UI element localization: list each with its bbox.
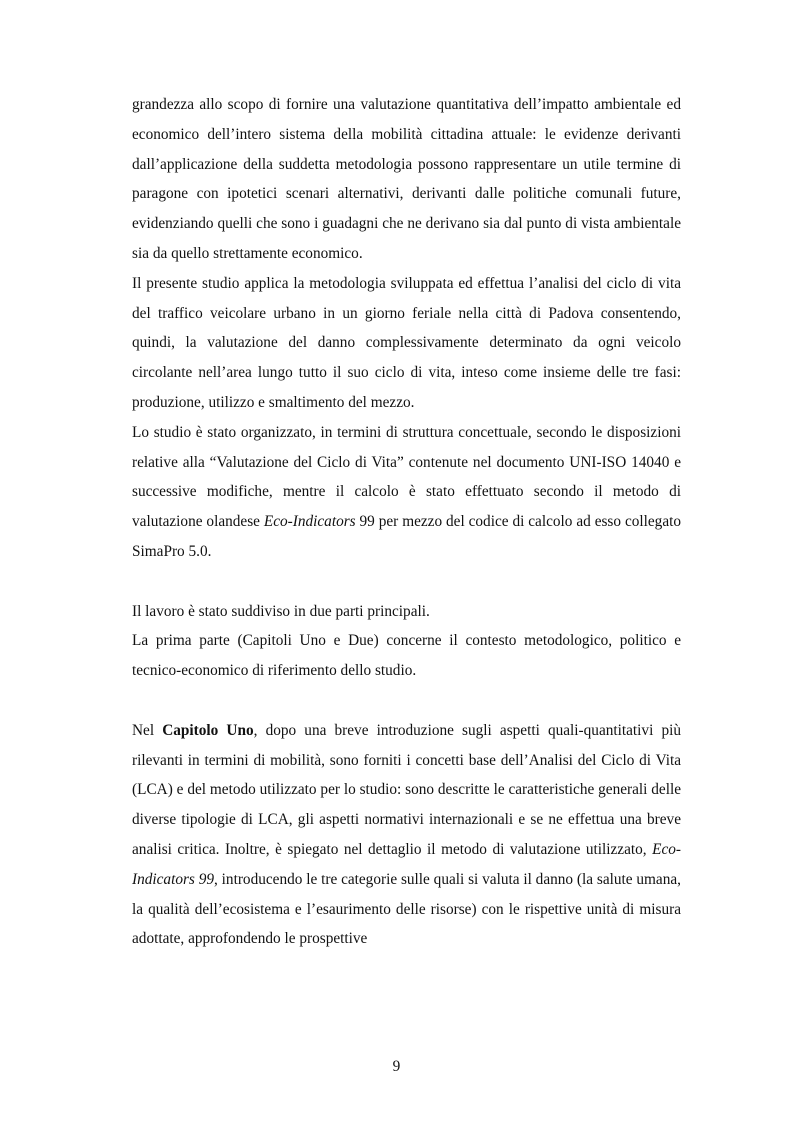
paragraph <box>132 418 681 567</box>
body-text <box>132 90 681 954</box>
paragraph-text: Nel <box>132 721 163 739</box>
page-number: 9 <box>392 1058 401 1075</box>
chapter-name-bold: Capitolo Uno <box>162 721 254 739</box>
method-name-italic: Eco-Indicators <box>263 513 356 531</box>
paragraph <box>132 716 681 954</box>
paragraph-text: Lo studio è stato organizzato, in termini di struttura concettuale, secondo le disposizioni relative alla “Valutazione del Ciclo di Vita” contenute nel documento UNI-ISO 14040 e successive modifiche, mentre il calcolo è stato effettuato secondo il metodo di valutazione olandese <box>132 423 681 531</box>
paragraph-text: 99 per mezzo del codice di calcolo ad esso collegato SimaPro 5.0. <box>132 513 682 560</box>
paragraph: La prima parte (Capitoli Uno e Due) concerne il contesto metodologico, politico e tecnico-economico di riferimento dello studio. <box>132 632 681 680</box>
paragraph: Il lavoro è stato suddiviso in due parti principali. <box>132 602 430 620</box>
paragraph-spacer <box>132 567 681 597</box>
paragraph: Il presente studio applica la metodologia sviluppata ed effettua l’analisi del ciclo di vita del traffico veicolare urbano in un giorno feriale nella città di Padova consentendo, quindi, la valutazione del danno complessivamente determinato da ogni veicolo circolante nell’area lungo tutto il suo ciclo di vita, inteso come insieme delle tre fasi: produzione, utilizzo e smaltimento del mezzo. <box>132 274 681 411</box>
paragraph-text: , introducendo le tre categorie sulle quali si valuta il danno (la salute umana, la qualità dell’ecosistema e l’esaurimento delle risorse) con le rispettive unità di misura adottate, approfondendo le prospettive <box>132 870 681 948</box>
paragraph-text: , dopo una breve introduzione sugli aspetti quali-quantitativi più rilevanti in termini di mobilità, sono forniti i concetti base dell’Analisi del Ciclo di Vita (LCA) e del metodo utilizzato per lo studio: sono descritte le caratteristiche generali delle diverse tipologie di LCA, gli aspetti normativi internazionali e se ne effettua una breve analisi critica. Inoltre, è spiegato nel dettaglio il metodo di valutazione utilizzato, <box>132 721 681 858</box>
method-name-italic: Eco-Indicators 99 <box>132 840 681 888</box>
paragraph-spacer <box>132 686 681 716</box>
paragraph: grandezza allo scopo di fornire una valutazione quantitativa dell’impatto ambientale ed economico dell’intero sistema della mobilità cittadina attuale: le evidenze derivanti dall’applicazione della suddetta metodologia possono rappresentare un utile termine di paragone con ipotetici scenari alternativi, derivanti dalle politiche comunali future, evidenziando quelli che sono i guadagni che ne derivano sia dal punto di vista ambientale sia da quello strettamente economico. <box>132 96 681 262</box>
